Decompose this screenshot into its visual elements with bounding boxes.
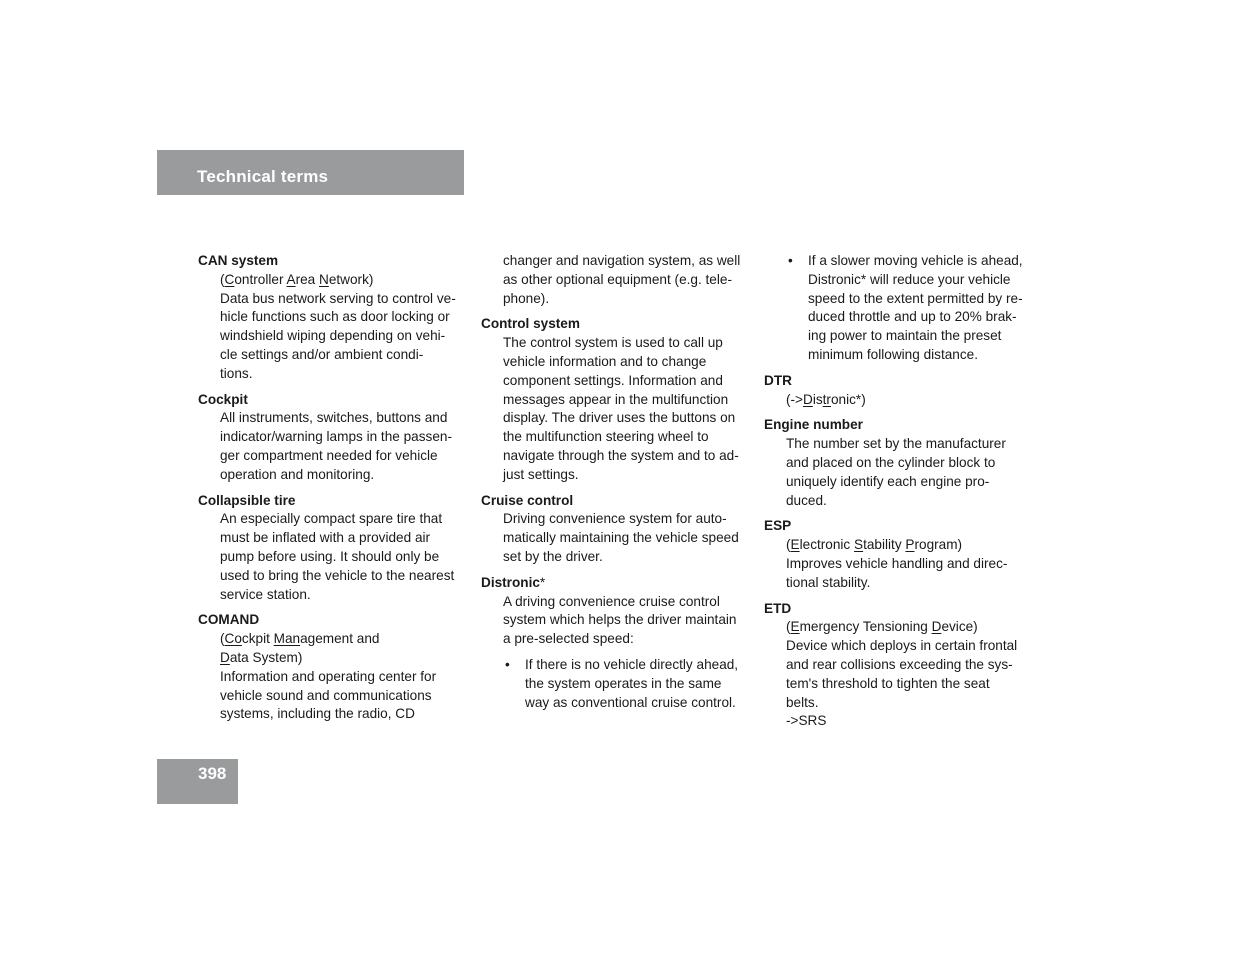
abbr-esp: (Electronic Stability Program) bbox=[786, 537, 963, 553]
desc-cruise-control: Driving convenience system for auto- matically maintaining the vehicle speed set by the driver. bbox=[503, 511, 739, 564]
abbr-comand: (Cockpit Management and Data System) bbox=[220, 631, 380, 665]
term-comand: COMAND bbox=[198, 612, 260, 628]
term-dtr: DTR bbox=[764, 372, 792, 388]
page-number-box bbox=[157, 759, 238, 804]
list-item: • If there is no vehicle directly ahead, the system operates in the same way as conventional cruise control. bbox=[505, 656, 739, 710]
abbr-etd: (Emergency Tensioning Device) bbox=[786, 619, 978, 635]
glossary-column-2 bbox=[481, 252, 753, 712]
desc-collapsible-tire: An especially compact spare tire that must be inflated with a provided air pump before using. It should only be used to bring the vehicle to the nearest service station. bbox=[220, 511, 455, 602]
desc-comand-continued: changer and navigation system, as well as other optional equipment (e.g. tele- phone). bbox=[503, 253, 741, 306]
desc-can-system: Data bus network serving to control ve- hicle functions such as door locking or windshield wiping depending on vehi- cle settings and/or ambient condi- tions. bbox=[220, 290, 456, 381]
term-etd: ETD bbox=[764, 600, 792, 616]
term-distronic: Distronic* bbox=[481, 574, 546, 590]
desc-distronic: A driving convenience cruise control system which helps the driver maintain a pre-selected speed: bbox=[503, 593, 737, 647]
term-engine-number: Engine number bbox=[764, 417, 863, 433]
section-header bbox=[157, 150, 464, 195]
desc-engine-number: The number set by the manufacturer and placed on the cylinder block to uniquely identify each engine pro- duced. bbox=[786, 436, 1006, 508]
section-title: Technical terms bbox=[197, 167, 329, 186]
bullet-icon: • bbox=[788, 253, 793, 268]
desc-control-system: The control system is used to call up vehicle information and to change component settings. Information and messages appear in the multifunction display. The driver uses the buttons on the multifunction steering wheel to navigate through the system and to ad- just settings. bbox=[503, 335, 739, 482]
term-control-system: Control system bbox=[481, 316, 580, 332]
desc-cockpit: All instruments, switches, buttons and indicator/warning lamps in the passen- ger compartment needed for vehicle operation and monitoring. bbox=[220, 410, 452, 482]
desc-esp: Improves vehicle handling and direc- tional stability. bbox=[786, 555, 1008, 590]
term-cruise-control: Cruise control bbox=[481, 492, 574, 508]
term-can-system: CAN system bbox=[198, 253, 279, 268]
term-cockpit: Cockpit bbox=[198, 391, 248, 407]
list-item: • If a slower moving vehicle is ahead, Distronic* will reduce your vehicle speed to the extent permitted by re- duced throttle and up to 20% brak- ing power to maintain the preset minimum following distance. bbox=[788, 253, 1023, 362]
glossary-column-1 bbox=[198, 252, 468, 724]
term-collapsible-tire: Collapsible tire bbox=[198, 492, 296, 508]
bullet-icon: • bbox=[505, 656, 510, 672]
term-esp: ESP bbox=[764, 518, 792, 534]
abbr-dtr: (->Distronic*) bbox=[786, 391, 866, 407]
desc-comand: Information and operating center for vehicle sound and communications systems, including the radio, CD bbox=[220, 668, 437, 722]
desc-etd: Device which deploys in certain frontal and rear collisions exceeding the sys- tem's threshold to tighten the seat belts. ->SRS bbox=[786, 638, 1018, 729]
page-number: 398 bbox=[198, 764, 227, 783]
glossary-column-3 bbox=[764, 252, 1036, 731]
abbr-can-system: (Controller Area Network) bbox=[220, 271, 374, 287]
